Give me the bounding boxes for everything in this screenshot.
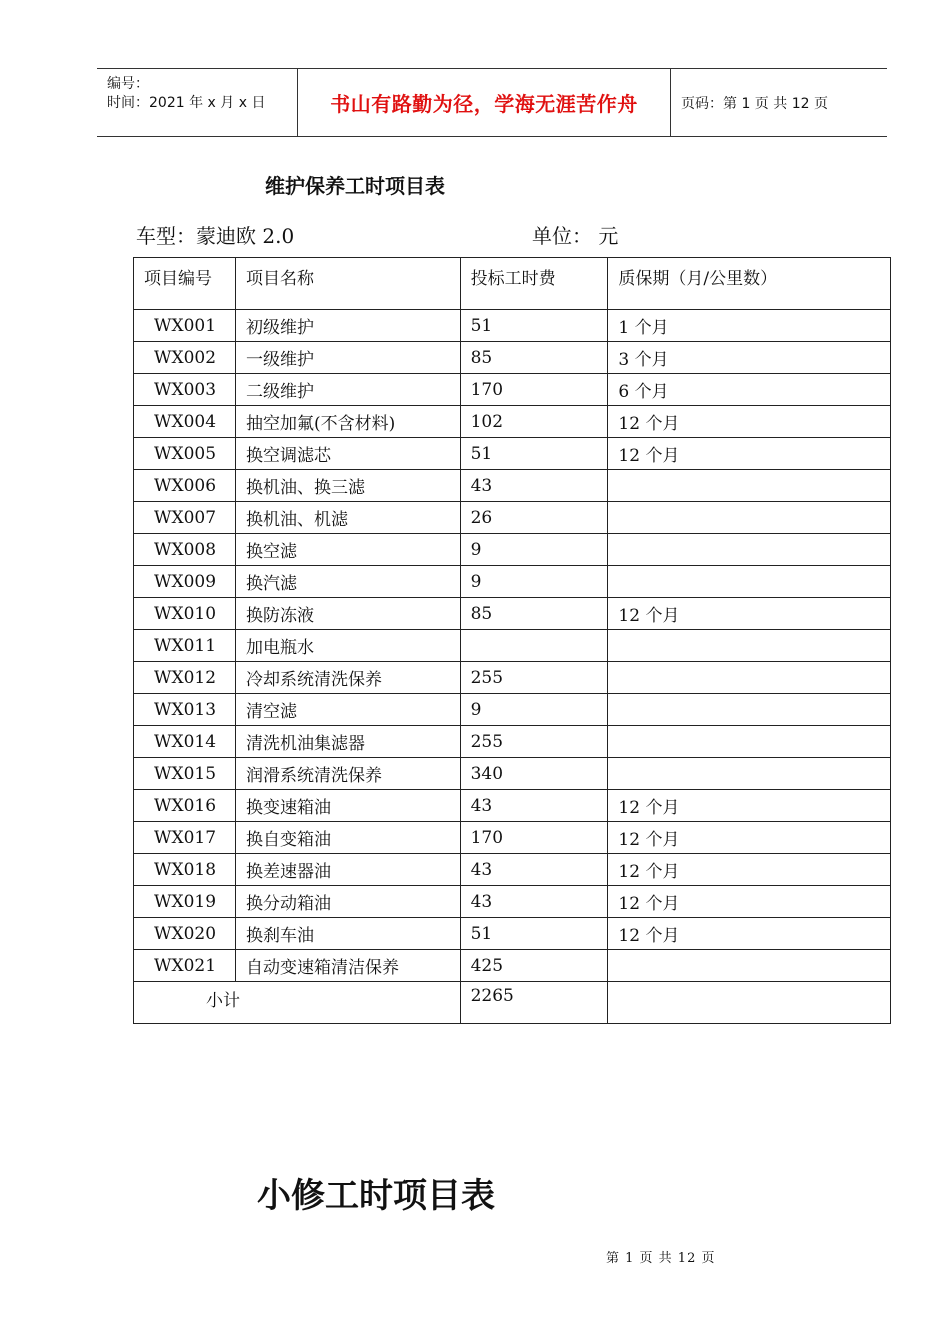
fee-cell: 85	[460, 598, 608, 630]
fee-cell: 85	[460, 342, 608, 374]
warranty-cell: 12 个月	[608, 918, 891, 950]
item-name-cell: 一级维护	[235, 342, 460, 374]
table-row	[134, 342, 891, 374]
item-code-cell: WX007	[134, 502, 236, 534]
fee-cell: 255	[460, 726, 608, 758]
item-code-cell: WX014	[134, 726, 236, 758]
item-name-cell: 换机油、换三滤	[235, 470, 460, 502]
warranty-cell	[608, 950, 891, 982]
fee-cell: 170	[460, 822, 608, 854]
item-name-cell: 换机油、机滤	[235, 502, 460, 534]
item-name-cell: 润滑系统清洗保养	[235, 758, 460, 790]
item-code-cell: WX001	[134, 310, 236, 342]
table-row	[134, 502, 891, 534]
item-code-cell: WX015	[134, 758, 236, 790]
document-title: 维护保养工时项目表	[265, 174, 445, 198]
fee-cell: 9	[460, 566, 608, 598]
table-row	[134, 438, 891, 470]
item-name-cell: 换自变箱油	[235, 822, 460, 854]
column-header: 投标工时费	[460, 258, 608, 310]
table-row	[134, 598, 891, 630]
fee-cell: 170	[460, 374, 608, 406]
item-name-cell: 换汽滤	[235, 566, 460, 598]
item-code-cell: WX016	[134, 790, 236, 822]
header-motto-cell	[298, 69, 671, 136]
warranty-cell	[608, 726, 891, 758]
warranty-cell	[608, 758, 891, 790]
item-name-cell: 二级维护	[235, 374, 460, 406]
item-code-cell: WX020	[134, 918, 236, 950]
warranty-cell	[608, 470, 891, 502]
page-header	[97, 68, 887, 137]
fee-cell: 255	[460, 662, 608, 694]
time-label: 时间：2021 年 x 月 x 日	[107, 95, 266, 111]
item-code-cell: WX002	[134, 342, 236, 374]
item-name-cell: 抽空加氟(不含材料)	[235, 406, 460, 438]
item-name-cell: 清洗机油集滤器	[235, 726, 460, 758]
section-title-minor-repair: 小修工时项目表	[257, 1176, 495, 1216]
table-row	[134, 406, 891, 438]
warranty-cell	[608, 662, 891, 694]
column-header: 项目编号	[134, 258, 236, 310]
fee-cell: 43	[460, 470, 608, 502]
warranty-cell: 12 个月	[608, 406, 891, 438]
fee-cell: 43	[460, 854, 608, 886]
table-row	[134, 822, 891, 854]
warranty-cell: 12 个月	[608, 886, 891, 918]
table-row	[134, 918, 891, 950]
item-code-cell: WX021	[134, 950, 236, 982]
unit-label: 单位： 元	[532, 224, 619, 248]
fee-cell: 340	[460, 758, 608, 790]
table-row	[134, 310, 891, 342]
warranty-cell	[608, 694, 891, 726]
table-row	[134, 854, 891, 886]
subtotal-row	[134, 982, 891, 1024]
car-model: 车型：蒙迪欧 2.0	[136, 224, 295, 248]
header-page-info-cell	[671, 69, 887, 136]
item-code-cell: WX012	[134, 662, 236, 694]
warranty-cell: 6 个月	[608, 374, 891, 406]
page-footer: 第 1 页 共 12 页	[606, 1251, 716, 1266]
table-row	[134, 374, 891, 406]
fee-cell: 26	[460, 502, 608, 534]
table-row	[134, 950, 891, 982]
table-row	[134, 694, 891, 726]
item-code-cell: WX011	[134, 630, 236, 662]
warranty-cell: 12 个月	[608, 822, 891, 854]
item-name-cell: 换防冻液	[235, 598, 460, 630]
subtotal-value: 2265	[460, 982, 608, 1024]
header-meta	[97, 69, 298, 136]
fee-cell: 9	[460, 694, 608, 726]
warranty-cell: 12 个月	[608, 598, 891, 630]
item-code-cell: WX003	[134, 374, 236, 406]
item-name-cell: 初级维护	[235, 310, 460, 342]
table-row	[134, 758, 891, 790]
table-row	[134, 470, 891, 502]
warranty-cell	[608, 566, 891, 598]
item-name-cell: 换空滤	[235, 534, 460, 566]
item-name-cell: 冷却系统清洗保养	[235, 662, 460, 694]
item-code-cell: WX013	[134, 694, 236, 726]
item-name-cell: 换差速器油	[235, 854, 460, 886]
warranty-cell: 12 个月	[608, 790, 891, 822]
table-row	[134, 630, 891, 662]
fee-cell: 43	[460, 790, 608, 822]
fee-cell: 43	[460, 886, 608, 918]
item-code-cell: WX018	[134, 854, 236, 886]
item-code-cell: WX010	[134, 598, 236, 630]
item-code-cell: WX019	[134, 886, 236, 918]
item-name-cell: 加电瓶水	[235, 630, 460, 662]
page-info: 页码：第 1 页 共 12 页	[681, 95, 828, 112]
item-name-cell: 清空滤	[235, 694, 460, 726]
fee-cell	[460, 630, 608, 662]
item-code-cell: WX004	[134, 406, 236, 438]
item-code-cell: WX006	[134, 470, 236, 502]
item-name-cell: 换刹车油	[235, 918, 460, 950]
maintenance-table	[133, 257, 891, 1024]
warranty-cell: 12 个月	[608, 438, 891, 470]
table-row	[134, 662, 891, 694]
warranty-cell	[608, 534, 891, 566]
item-name-cell: 换变速箱油	[235, 790, 460, 822]
warranty-cell	[608, 502, 891, 534]
fee-cell: 51	[460, 310, 608, 342]
item-name-cell: 换空调滤芯	[235, 438, 460, 470]
table-row	[134, 726, 891, 758]
fee-cell: 102	[460, 406, 608, 438]
table-row	[134, 790, 891, 822]
fee-cell: 51	[460, 918, 608, 950]
item-name-cell: 换分动箱油	[235, 886, 460, 918]
warranty-cell: 12 个月	[608, 854, 891, 886]
table-row	[134, 566, 891, 598]
subtotal-empty	[608, 982, 891, 1024]
warranty-cell: 3 个月	[608, 342, 891, 374]
fee-cell: 51	[460, 438, 608, 470]
item-code-cell: WX008	[134, 534, 236, 566]
warranty-cell: 1 个月	[608, 310, 891, 342]
item-code-cell: WX005	[134, 438, 236, 470]
item-code-cell: WX009	[134, 566, 236, 598]
motto: 书山有路勤为径，学海无涯苦作舟	[330, 92, 638, 116]
fee-cell: 425	[460, 950, 608, 982]
column-header: 质保期（月/公里数）	[608, 258, 891, 310]
code-label: 编号：	[107, 76, 149, 92]
table-row	[134, 886, 891, 918]
fee-cell: 9	[460, 534, 608, 566]
warranty-cell	[608, 630, 891, 662]
table-header-row	[134, 258, 891, 310]
item-name-cell: 自动变速箱清洁保养	[235, 950, 460, 982]
table-row	[134, 534, 891, 566]
column-header: 项目名称	[235, 258, 460, 310]
subtotal-label: 小计	[134, 982, 461, 1024]
item-code-cell: WX017	[134, 822, 236, 854]
